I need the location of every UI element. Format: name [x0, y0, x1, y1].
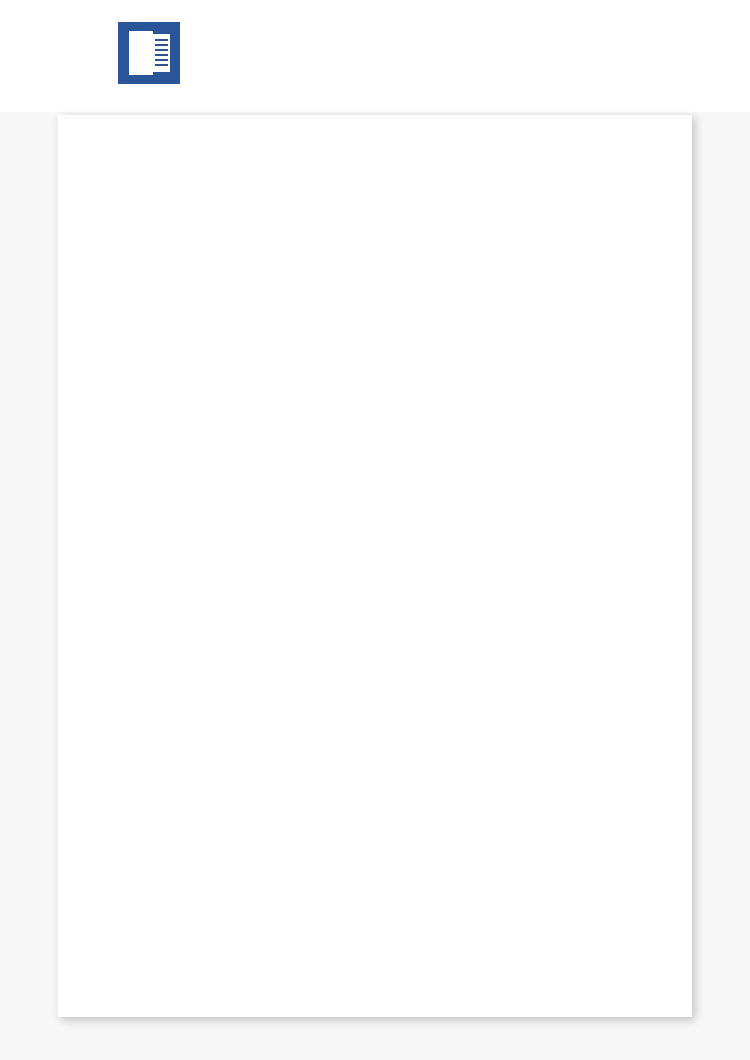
word-logo-letter [129, 31, 153, 75]
word-logo-icon [118, 22, 180, 84]
banner-content [118, 20, 198, 84]
word-logo-text-lines [155, 39, 168, 67]
document-paper [58, 115, 692, 1017]
page-banner [0, 0, 750, 112]
